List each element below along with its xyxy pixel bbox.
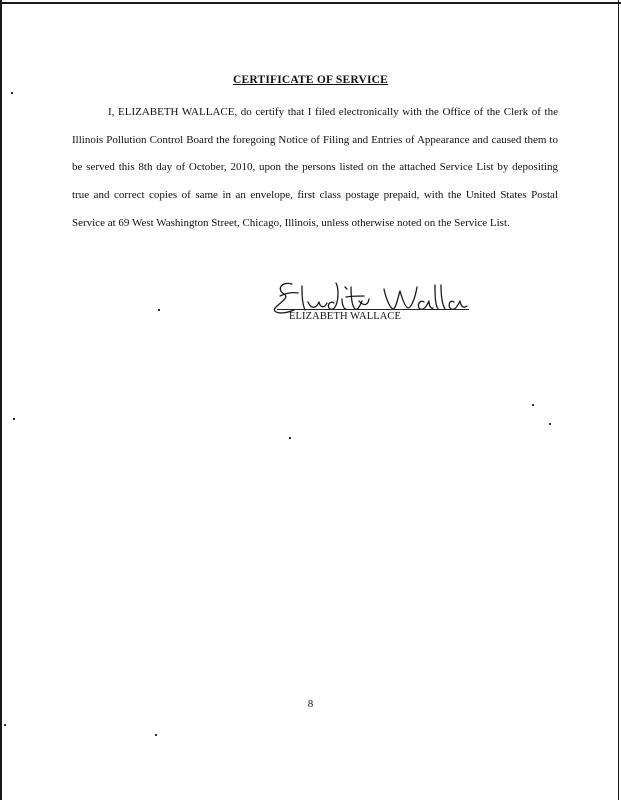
certificate-paragraph: I, ELIZABETH WALLACE, do certify that I filed electronically with the Office of the Clerk of the Illinois Pollution Control Board the foregoing Notice of Filing and Entries of Appearance and caused them to be served this 8th day of October, 2010, upon the persons listed on the attached Service List by depositing true and correct copies of same in an envelope, first class postage prepaid, with the United States Postal Service at 69 West Washington Street, Chicago, Illinois, unless otherwise noted on the Service List. xyxy=(72,106,558,229)
scan-speck xyxy=(4,724,6,726)
scan-speck xyxy=(155,734,157,736)
certificate-body xyxy=(72,99,558,238)
scan-speck xyxy=(289,437,291,439)
scan-speck xyxy=(13,418,15,420)
scan-border-top xyxy=(0,2,621,4)
document-title: CERTIFICATE OF SERVICE xyxy=(232,74,389,86)
scan-speck xyxy=(549,423,551,425)
page-number: 8 xyxy=(307,698,314,710)
signature-line xyxy=(277,309,469,310)
signer-printed-name: ELIZABETH WALLACE xyxy=(289,311,402,322)
scan-border-right xyxy=(618,0,619,800)
scan-speck xyxy=(158,309,160,311)
scan-speck xyxy=(11,92,13,94)
scan-border-left xyxy=(0,0,2,800)
scan-speck xyxy=(532,404,534,406)
